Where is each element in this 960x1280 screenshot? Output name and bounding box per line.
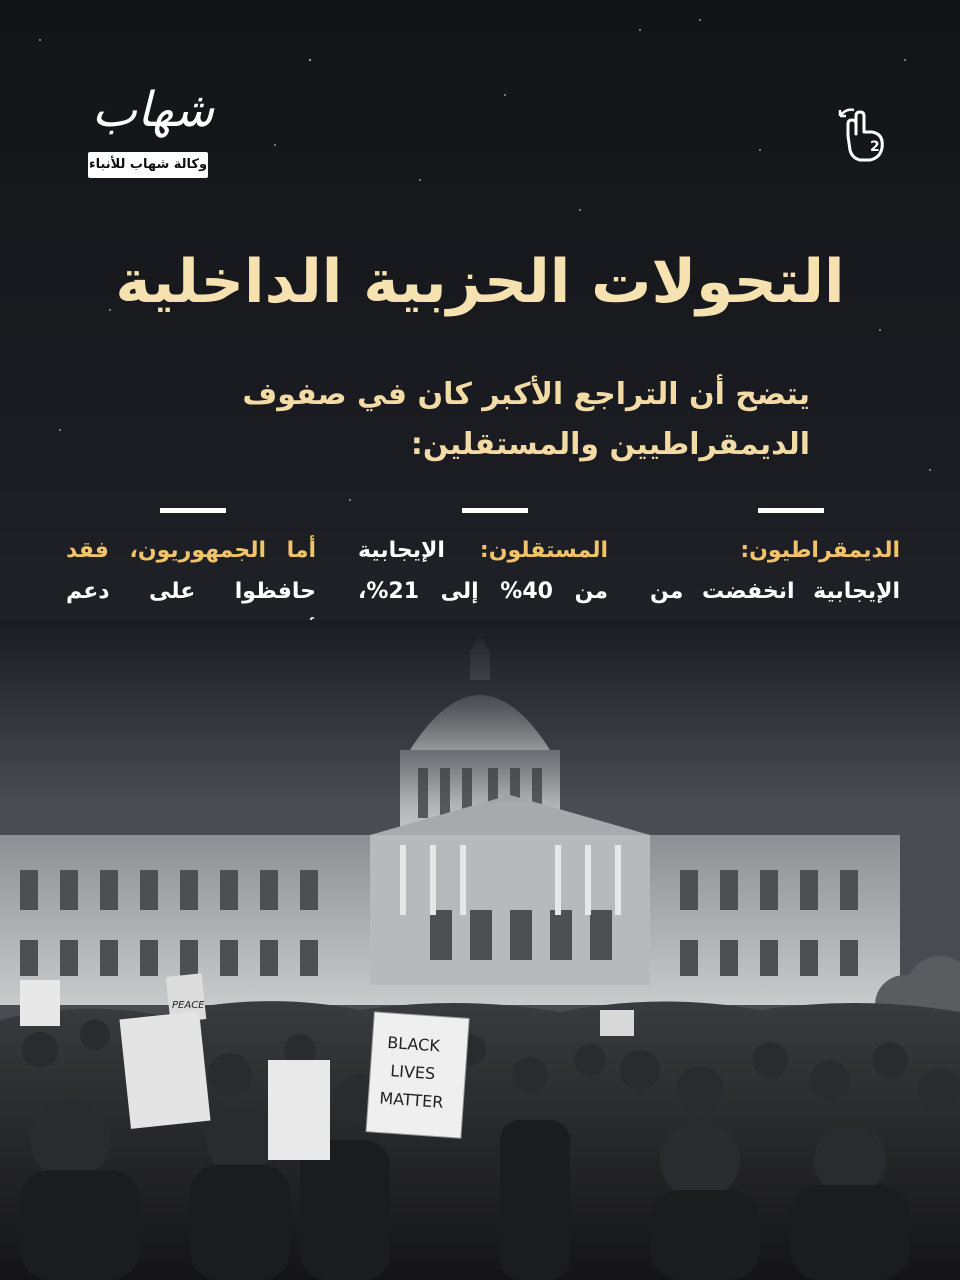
independents-label: المستقلون: xyxy=(479,538,608,563)
headline: التحولات الحزبية الداخلية xyxy=(115,247,845,317)
swipe-hand-icon xyxy=(836,106,896,166)
republicans-label: أما الجمهوريون، فقد xyxy=(66,538,316,563)
democrats-text: الإيجابية انخفضت من xyxy=(650,579,900,604)
independents-text: الإيجابية من 40% إلى 21%، xyxy=(358,538,609,604)
republicans-text: حافظوا على دعم xyxy=(66,579,316,604)
capitol-protest-photo xyxy=(0,620,960,1280)
column-divider xyxy=(462,508,528,513)
logo-tagline: وكالة شهاب للأنباء xyxy=(88,152,208,178)
column-divider xyxy=(160,508,226,513)
agency-logo xyxy=(88,70,218,185)
page-number: 2 xyxy=(870,139,880,155)
column-divider xyxy=(758,508,824,513)
logo-wordmark: شهاب xyxy=(91,82,215,138)
democrats-label: الديمقراطيون: xyxy=(740,538,900,563)
subheadline: يتضح أن التراجع الأكبر كان في صفوف الديمقراطيين والمستقلين: xyxy=(242,377,810,462)
